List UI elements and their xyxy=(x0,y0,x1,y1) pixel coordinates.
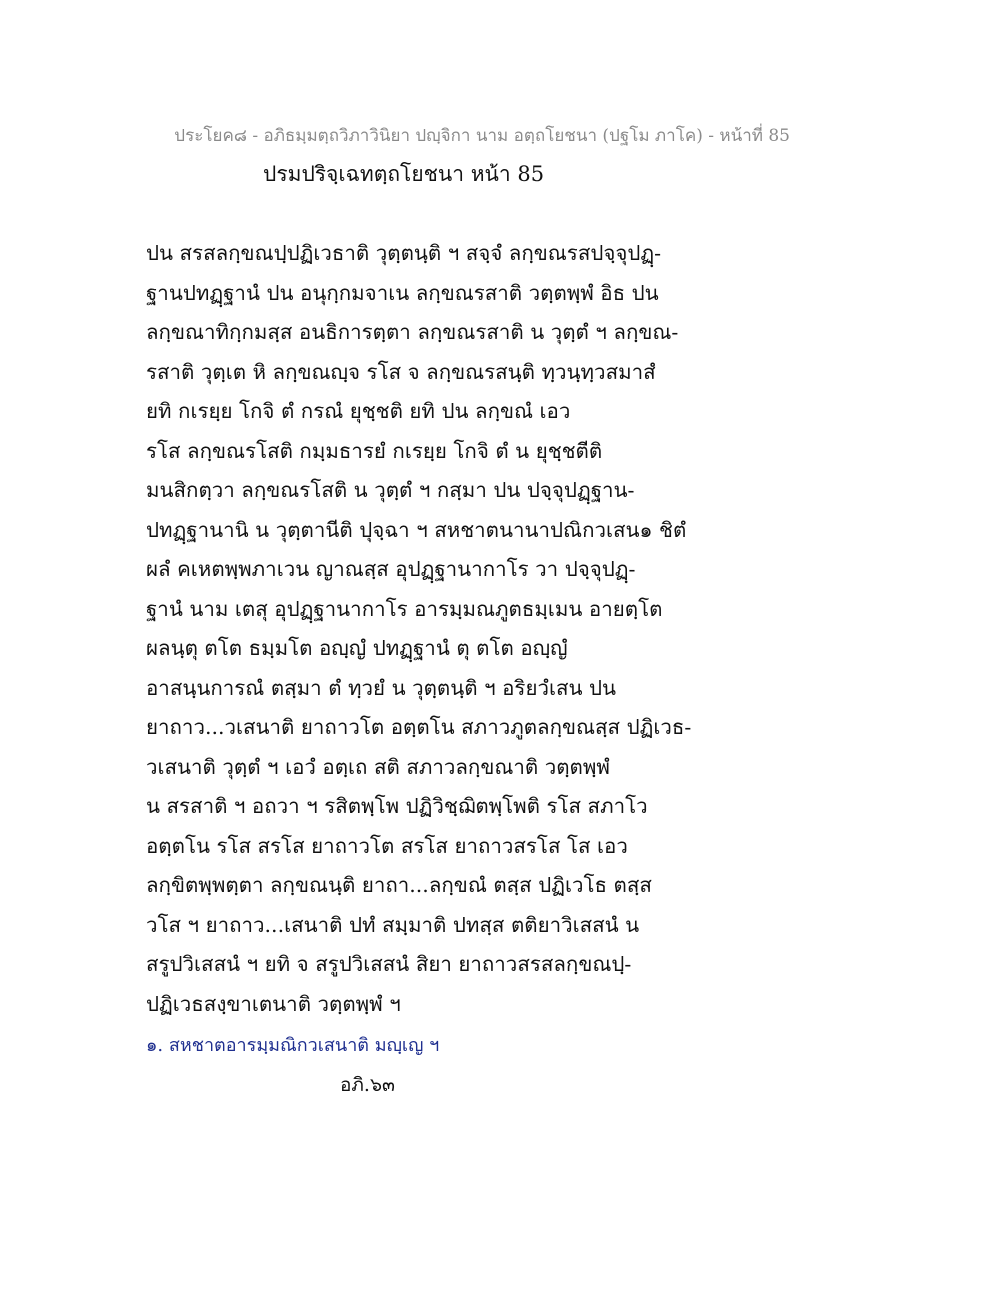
body-line: ผลนฺตุ ตโต ธมฺมโต อญฺญํ ปทฏฺฐานํ ตุ ตโต อญฺญํ xyxy=(146,636,568,660)
body-line: ยาถาว...วเสนาติ ยาถาวโต อตฺตโน สภาวภูตลกฺขณสฺส ปฏิเวธ- xyxy=(146,715,692,739)
body-line: ฐานปทฏฺฐานํ ปน อนุกฺกมจาเน ลกฺขณรสาติ วตฺตพฺพํ อิธ ปน xyxy=(146,280,659,305)
page-reference: อภิ.๖๓ xyxy=(340,1074,396,1096)
body-line: อาสนฺนการณํ ตสฺมา ตํ ทฺวยํ น วุตฺตนฺติ ฯ อริยวํเสน ปน xyxy=(146,675,617,700)
body-line: ลกฺขณาทิกฺกมสฺส อนธิการตฺตา ลกฺขณรสาติ น วุตฺตํ ฯ ลกฺขณ- xyxy=(146,320,679,344)
body-text xyxy=(146,234,692,1024)
body-line: น สรสาติ ฯ อถวา ฯ รสิตพฺโพ ปฏิวิชฺฌิตพฺโพติ รโส สภาโว xyxy=(146,794,648,818)
body-line: ฐานํ นาม เตสุ อุปฏฺฐานากาโร อารมฺมณภูตธมฺเมน อายตฺโต xyxy=(146,596,663,621)
body-line: วโส ฯ ยาถาว...เสนาติ ปทํ สมฺมาติ ปทสฺส ตติยาวิเสสนํ น xyxy=(146,912,640,937)
body-line: วเสนาติ วุตฺตํ ฯ เอวํ อตฺเถ สติ สภาวลกฺขณาติ วตฺตพฺพํ xyxy=(146,754,610,779)
body-line: อตฺตโน รโส สรโส ยาถาวโต สรโส ยาถาวสรโส โส เอว xyxy=(146,833,628,858)
body-line: ลกฺขิตพฺพตฺตา ลกฺขณนฺติ ยาถา...ลกฺขณํ ตสฺส ปฏิเวโธ ตสฺส xyxy=(146,873,652,897)
body-line: ปฏิเวธสงฺขาเตนาติ วตฺตพฺพํ ฯ xyxy=(146,991,401,1016)
footnote: ๑. สหชาตอารมฺมณิกวเสนาติ มญฺเญ ฯ xyxy=(146,1035,440,1056)
body-line: รโส ลกฺขณรโสติ กมฺมธารยํ กเรยฺย โกจิ ตํ น ยุชฺชตีติ xyxy=(146,438,603,463)
body-line: ผลํ คเหตพฺพภาเวน ญาณสฺส อุปฏฺฐานากาโร วา ปจฺจุปฏฺ- xyxy=(146,557,636,581)
page-title: ปรมปริจฺเฉทตฺถโยชนา หน้า 85 xyxy=(263,162,545,186)
body-line: ปทฏฺฐานานิ น วุตฺตานีติ ปุจฺฉา ฯ สหชาตนานาปณิกวเสน๑ ชิตํ xyxy=(146,517,687,542)
body-line: สรูปวิเสสนํ ฯ ยทิ จ สรูปวิเสสนํ สิยา ยาถาวสรสลกฺขณปฺ- xyxy=(146,952,632,976)
body-line: ปน สรสลกฺขณปฺปฏิเวธาติ วุตฺตนฺติ ฯ สจฺจํ ลกฺขณรสปจฺจุปฏฺ- xyxy=(146,241,662,265)
body-line: ยทิ กเรยฺย โกจิ ตํ กรณํ ยุชฺชติ ยทิ ปน ลกฺขณํ เอว xyxy=(146,399,571,423)
body-line: มนสิกตฺวา ลกฺขณรโสติ น วุตฺตํ ฯ กสฺมา ปน ปจฺจุปฏฺฐาน- xyxy=(146,478,635,502)
running-header: ประโยค๘ - อภิธมฺมตฺถวิภาวินิยา ปญฺจิกา นาม อตฺถโยชนา (ปฐโม ภาโค) - หน้าที่ 85 xyxy=(174,126,790,146)
body-line: รสาติ วุตฺเต หิ ลกฺขณญฺจ รโส จ ลกฺขณรสนฺติ ทฺวนฺทฺวสมาสํ xyxy=(146,359,656,384)
